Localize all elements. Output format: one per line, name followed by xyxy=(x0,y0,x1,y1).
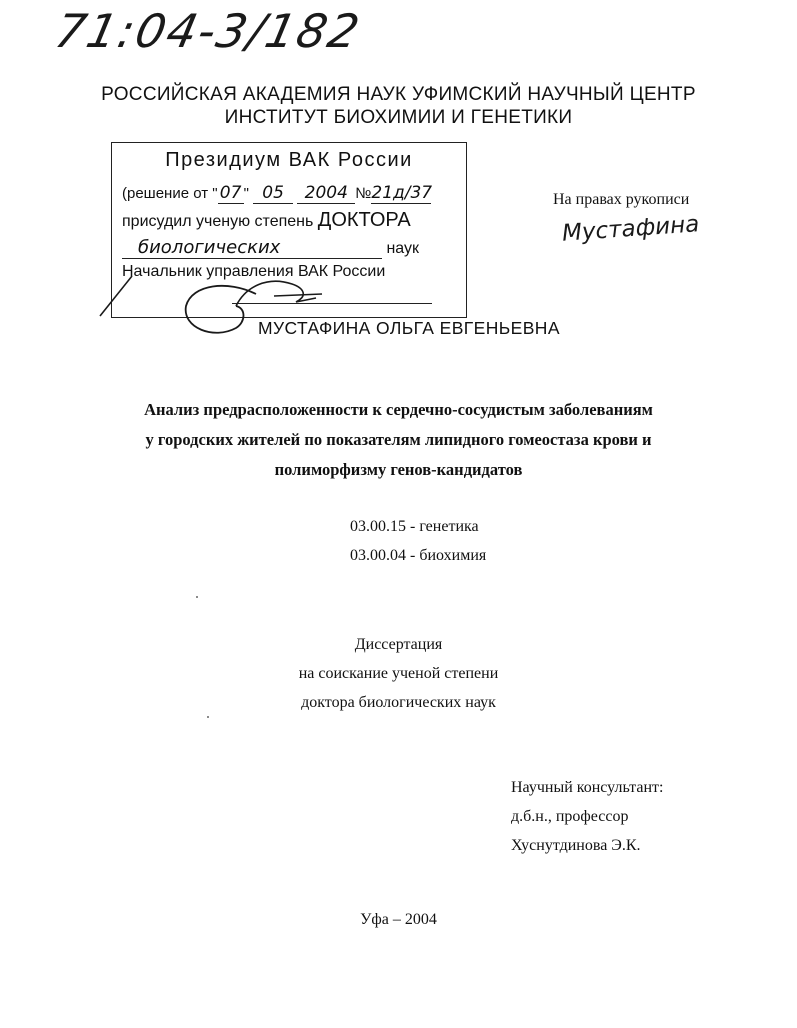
stamp-decision-prefix: (решение от " xyxy=(122,185,218,202)
dissertation-science-line: доктора биологических наук xyxy=(301,694,496,711)
stamp-number-label: № xyxy=(355,185,372,202)
archive-code: 71:04-3/182 xyxy=(50,4,366,58)
stamp-decision-line xyxy=(122,183,431,204)
place-year: Уфа – 2004 xyxy=(360,911,437,928)
title-line-1: Анализ предрасположенности к сердечно-сосудистым заболеваниям xyxy=(144,400,653,419)
stamp-decision-number: 21д/37 xyxy=(371,183,433,203)
dissertation-label: Диссертация xyxy=(354,636,443,653)
consultant-degree: д.б.н., профессор xyxy=(511,808,629,825)
stamp-title: Президиум ВАК России xyxy=(165,149,413,171)
stamp-science-suffix: наук xyxy=(386,240,420,257)
stamp-decision-quote: " xyxy=(243,185,249,202)
ink-speck xyxy=(196,596,198,598)
author-name: МУСТАФИНА ОЛЬГА ЕВГЕНЬЕВНА xyxy=(258,318,560,338)
ink-speck xyxy=(207,716,209,718)
stamp-decision-year: 2004 xyxy=(297,183,355,204)
stamp-awarded-line xyxy=(122,209,411,232)
header-institute: ИНСТИТУТ БИОХИМИИ И ГЕНЕТИКИ xyxy=(224,107,573,128)
header-academy: РОССИЙСКАЯ АКАДЕМИЯ НАУК УФИМСКИЙ НАУЧНЫЙ ЦЕНТР xyxy=(101,84,696,105)
stamp-awarded-label: присудил ученую степень xyxy=(122,213,314,230)
consultant-name: Хуснутдинова Э.К. xyxy=(511,837,641,854)
stamp-degree: ДОКТОРА xyxy=(317,209,411,231)
specialty-genetics: 03.00.15 - генетика xyxy=(350,518,479,535)
manuscript-rights: На правах рукописи xyxy=(553,191,690,208)
stamp-head-label: Начальник управления ВАК России xyxy=(122,263,386,280)
author-signature: Мустафина xyxy=(561,211,701,247)
title-line-3: полиморфизму генов-кандидатов xyxy=(274,460,523,479)
stamp-decision-month: 05 xyxy=(253,183,293,204)
stamp-science-handwritten: биологических xyxy=(122,237,382,259)
consultant-label: Научный консультант: xyxy=(511,779,664,796)
stamp-decision-day: 07 xyxy=(218,183,244,204)
title-line-2: у городских жителей по показателям липидного гомеостаза крови и xyxy=(145,430,652,449)
specialty-biochemistry: 03.00.04 - биохимия xyxy=(350,547,487,564)
dissertation-degree-line: на соискание ученой степени xyxy=(298,665,499,682)
